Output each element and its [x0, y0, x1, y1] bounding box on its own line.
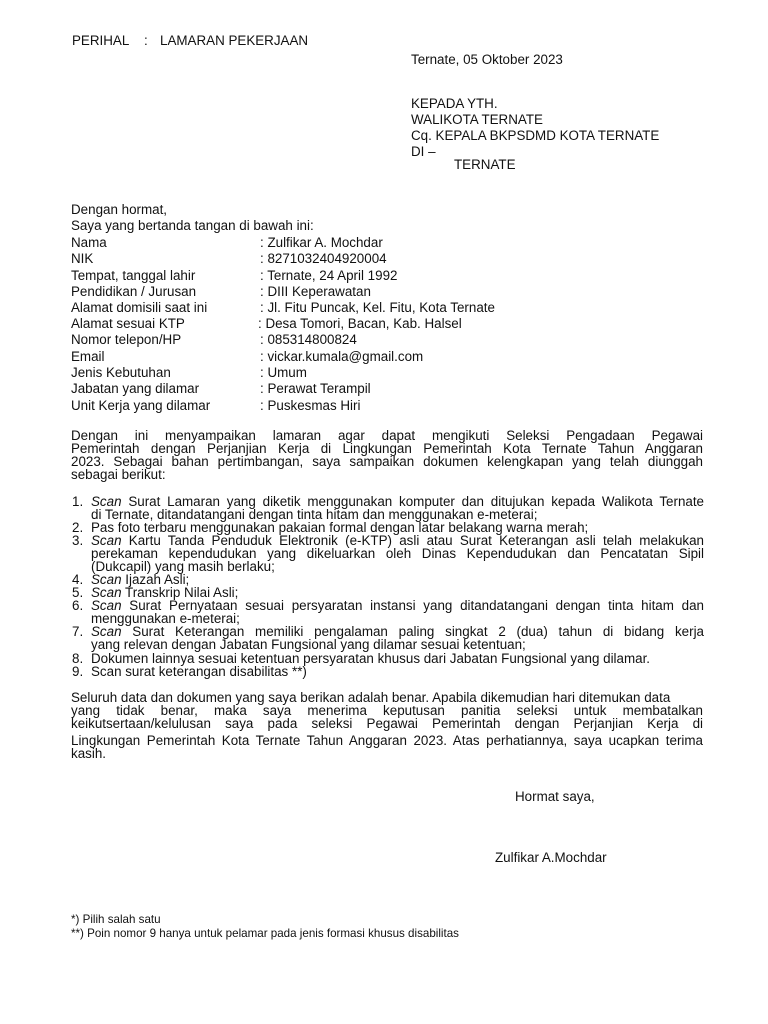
list-number: 5.: [72, 585, 84, 600]
field-value: : Ternate, 24 April 1992: [260, 268, 398, 283]
recipient-line: Cq. KEPALA BKPSDMD KOTA TERNATE: [411, 128, 660, 143]
subject-separator: :: [144, 33, 148, 48]
list-text: Ijazah Asli;: [121, 572, 190, 587]
list-line: Dokumen lainnya sesuai ketentuan persyaratan khusus dari Jabatan Fungsional yang dilamar.: [91, 651, 651, 666]
scan-word: Scan: [91, 572, 122, 587]
recipient-line: DI –: [411, 144, 436, 159]
field-row: [71, 332, 671, 348]
field-label: Nomor telepon/HP: [71, 332, 182, 347]
list-line: Pas foto terbaru menggunakan pakaian formal dengan latar belakang warna merah;: [91, 520, 589, 535]
list-number: 6.: [72, 598, 84, 613]
list-line: menggunakan e-meterai;: [91, 611, 240, 626]
field-row: [71, 235, 671, 251]
field-value: : Perawat Terampil: [260, 381, 371, 396]
paragraph-line: Lingkungan Pemerintah Kota Ternate Tahun Anggaran 2023. Atas perhatiannya, saya ucapkan terima: [71, 733, 703, 748]
list-text: Transkrip Nilai Asli;: [121, 585, 239, 600]
field-row: [71, 381, 671, 397]
field-row: [71, 316, 671, 332]
list-number: 2.: [72, 520, 84, 535]
recipient-line: WALIKOTA TERNATE: [411, 112, 543, 127]
paragraph-line: sebagai berikut:: [71, 467, 166, 482]
list-line: Scan surat keterangan disabilitas **): [91, 664, 307, 679]
scan-word: Scan: [91, 533, 122, 548]
field-value: : Desa Tomori, Bacan, Kab. Halsel: [258, 316, 462, 331]
footnote: **) Poin nomor 9 hanya untuk pelamar pada jenis formasi khusus disabilitas: [71, 927, 459, 940]
field-label: Alamat sesuai KTP: [71, 316, 185, 331]
list-text: Kartu Tanda Penduduk Elektronik (e-KTP) asli atau Surat Keterangan asli telah melakukan: [121, 533, 704, 548]
list-number: 4.: [72, 572, 84, 587]
paragraph-line: kasih.: [71, 746, 106, 761]
field-value: : DIII Keperawatan: [260, 284, 371, 299]
field-label: Pendidikan / Jurusan: [71, 284, 197, 299]
list-number: 8.: [72, 651, 84, 666]
paragraph-line: keikutsertaan/kelulusan saya pada seleksi Pegawai Pemerintah dengan Perjanjian Kerja di: [71, 716, 703, 731]
paragraph-line: Seluruh data dan dokumen yang saya berikan adalah benar. Apabila dikemudian hari ditemukan data: [71, 690, 671, 705]
field-row: [71, 398, 671, 414]
field-label: Email: [71, 349, 105, 364]
field-label: NIK: [71, 251, 94, 266]
subject-value: LAMARAN PEKERJAAN: [160, 33, 309, 48]
list-number: 3.: [72, 533, 84, 548]
field-value: : Jl. Fitu Puncak, Kel. Fitu, Kota Ternate: [260, 300, 495, 315]
paragraph-line: 2023. Sebagai bahan pertimbangan, saya sampaikan dokumen kelengkapan yang telah diunggah: [71, 454, 703, 469]
paragraph-line: Dengan ini menyampaikan lamaran agar dapat mengikuti Seleksi Pengadaan Pegawai: [71, 428, 703, 443]
list-text: Surat Lamaran yang diketik menggunakan komputer dan ditujukan kepada Walikota Ternate: [121, 494, 704, 509]
field-row: [71, 300, 671, 316]
field-value: : 085314800824: [260, 332, 357, 347]
field-value: : Puskesmas Hiri: [260, 398, 361, 413]
scan-word: Scan: [91, 598, 122, 613]
intro-line: Saya yang bertanda tangan di bawah ini:: [71, 218, 314, 233]
field-value: : vickar.kumala@gmail.com: [260, 349, 424, 364]
field-row: [71, 365, 671, 381]
field-value: : Umum: [260, 365, 307, 380]
field-row: [71, 349, 671, 365]
subject-line: [72, 33, 309, 49]
paragraph-line: Pemerintah dengan Perjanjian Kerja di Lingkungan Pemerintah Kota Ternate Tahun Anggaran: [71, 441, 703, 456]
field-label: Unit Kerja yang dilamar: [71, 398, 211, 413]
field-row: [71, 284, 671, 300]
field-value: : 8271032404920004: [260, 251, 387, 266]
list-text: Surat Keterangan memiliki pengalaman paling singkat 2 (dua) tahun di bidang kerja: [121, 624, 704, 639]
list-line: perekaman kependudukan yang dikeluarkan oleh Dinas Kependudukan dan Pencatatan Sipil: [91, 546, 704, 561]
list-text: Surat Pernyataan sesuai persyaratan instansi yang ditandatangani dengan tinta hitam dan: [121, 598, 704, 613]
field-label: Alamat domisili saat ini: [71, 300, 208, 315]
place-date: Ternate, 05 Oktober 2023: [411, 52, 563, 67]
list-line: (Dukcapil) yang masih berlaku;: [91, 559, 275, 574]
field-label: Jenis Kebutuhan: [71, 365, 171, 380]
scan-word: Scan: [91, 585, 122, 600]
signatory-name: Zulfikar A.Mochdar: [495, 850, 607, 865]
subject-label: PERIHAL: [72, 33, 130, 48]
greeting: Dengan hormat,: [71, 202, 168, 217]
scan-word: Scan: [91, 624, 122, 639]
recipient-line: TERNATE: [454, 157, 516, 172]
field-label: Nama: [71, 235, 107, 250]
footnote: *) Pilih salah satu: [71, 913, 161, 926]
list-number: 9.: [72, 664, 84, 679]
closing: Hormat saya,: [515, 789, 595, 804]
scan-word: Scan: [91, 494, 122, 509]
list-line: di Ternate, ditandatangani dengan tinta hitam dan menggunakan e-meterai;: [91, 507, 538, 522]
list-number: 1.: [72, 494, 84, 509]
paragraph-line: yang tidak benar, maka saya menerima keputusan panitia seleksi untuk membatalkan: [71, 703, 703, 718]
field-value: : Zulfikar A. Mochdar: [260, 235, 383, 250]
list-number: 7.: [72, 624, 84, 639]
list-line: yang relevan dengan Jabatan Fungsional yang dilamar sesuai ketentuan;: [91, 637, 526, 652]
field-row: [71, 251, 671, 267]
field-label: Jabatan yang dilamar: [71, 381, 200, 396]
field-row: [71, 268, 671, 284]
recipient-line: KEPADA YTH.: [411, 96, 498, 111]
field-label: Tempat, tanggal lahir: [71, 268, 196, 283]
